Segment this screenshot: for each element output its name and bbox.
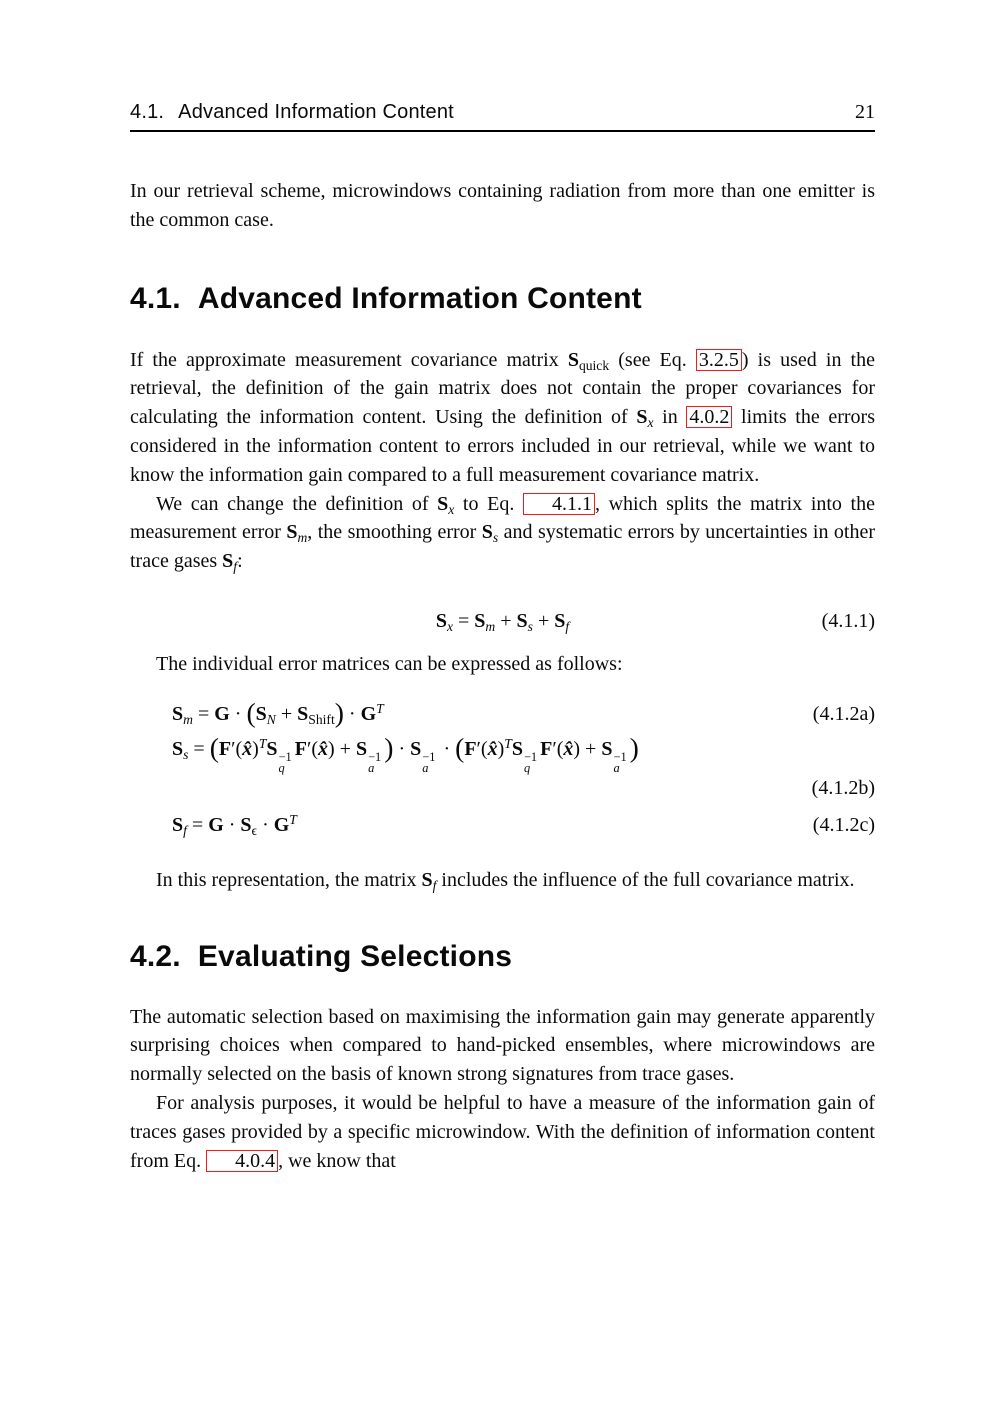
equation-4-1-2b-number-row xyxy=(130,776,875,802)
equation-4-1-2a-body: $S_m = G \cdot (S_N + S_{Shift}) \cdot G^T$ xyxy=(172,697,384,729)
section-heading-4-2 xyxy=(130,941,875,973)
equation-4-1-2b xyxy=(130,731,875,776)
running-header xyxy=(130,101,875,132)
running-header-title xyxy=(130,101,454,123)
section-4-1-paragraph-1: If the approximate measurement covariance matrix $S_{quick}$ (see Eq. 3.2.5 ) is used in the retrieval, the definition of the gain matrix does not contain the proper covariances for calculating the information content. Using the definition of $S_x$ in 4.0.2 limits the errors considered in the information content to errors included in our retrieval, while we want to know the information gain compared to a full measurement covariance matrix. xyxy=(130,348,875,486)
section-heading-4-1 xyxy=(130,283,875,315)
eq-ref-4-0-4[interactable]: 4.0.4 xyxy=(206,1150,278,1172)
equation-4-1-2a xyxy=(130,696,875,734)
running-header-section-title: Advanced Information Content xyxy=(178,101,454,123)
equation-4-1-2a-number: (4.1.2a) xyxy=(812,703,875,726)
equation-4-1-2c-body: $S_f = G \cdot S_\epsilon \cdot G^T$ xyxy=(172,812,297,839)
equation-4-1-1-number: (4.1.1) xyxy=(821,609,875,632)
equation-group-4-1-2 xyxy=(130,696,875,842)
eq-ref-3-2-5[interactable]: 3.2.5 xyxy=(696,349,742,371)
eq-ref-4-0-2[interactable]: 4.0.2 xyxy=(686,406,732,428)
equations-closing-paragraph: In this representation, the matrix $S_f$ includes the influence of the full covariance matrix. xyxy=(156,868,855,893)
intro-paragraph: In our retrieval scheme, microwindows containing radiation from more than one emitter is the common case. xyxy=(130,180,875,231)
running-header-section-number: 4.1. xyxy=(130,101,165,123)
eq-ref-4-1-1[interactable]: 4.1.1 xyxy=(523,493,595,515)
equation-4-1-2c-number: (4.1.2c) xyxy=(812,814,875,837)
equation-4-1-2c xyxy=(130,810,875,842)
section-4-2-title: Evaluating Selections xyxy=(197,939,513,973)
section-4-2-paragraph-2: For analysis purposes, it would be helpful to have a measure of the information gain of traces gases provided by a specific microwindow. With the definition of information content from Eq. 4.0.4 , we know that xyxy=(130,1091,875,1172)
equations-lead-in: The individual error matrices can be expressed as follows: xyxy=(156,652,623,675)
section-4-1-paragraph-2: We can change the definition of $S_x$ to Eq. 4.1.1 , which splits the matrix into the measurement error $S_m$, the smoothing error $S_s$ and systematic errors by uncertainties in other trace gases $S_f$: xyxy=(130,492,875,574)
equation-4-1-2b-body: $S_s$ = (F′(x̂)$^T$S −1 q F′(x̂) + S −1 a ) · S −1 a · (F′(x̂)$^T$S −1 q F′(x̂) + S −1 a ) xyxy=(172,731,639,776)
section-4-1-number: 4.1. xyxy=(130,281,181,315)
section-4-1-title: Advanced Information Content xyxy=(197,281,642,315)
equation-4-1-1 xyxy=(130,605,875,637)
page-number: 21 xyxy=(855,101,875,123)
equation-4-1-2b-number: (4.1.2b) xyxy=(811,777,875,800)
section-4-2-number: 4.2. xyxy=(130,939,181,973)
section-4-2-paragraph-1: The automatic selection based on maximising the information gain may generate apparently surprising choices when compared to hand-picked ensembles, where microwindows are normally selected on the basis of known strong signatures from trace gases. xyxy=(130,1005,875,1086)
equation-4-1-1-body: $S_x = S_m + S_s + S_f$ xyxy=(435,609,570,634)
